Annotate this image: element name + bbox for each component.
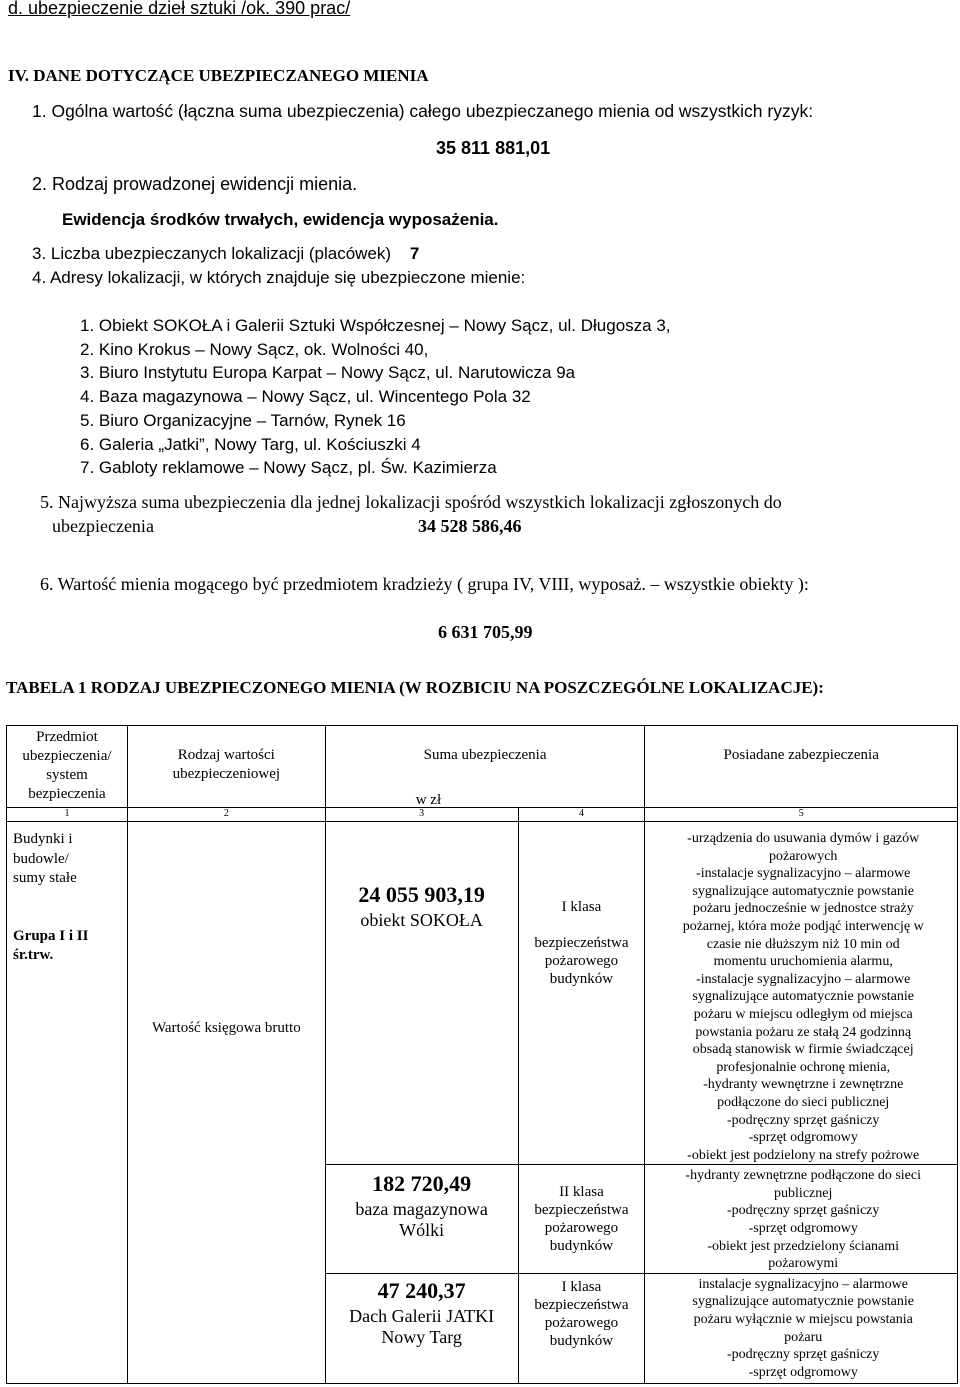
- subject-cell: [7, 822, 128, 1384]
- klasa-line: I klasa: [561, 1278, 602, 1295]
- klasa-line: budynków: [549, 1332, 614, 1349]
- column-number: 5: [645, 808, 958, 822]
- security-line: czasie nie dłuższym niż 10 min od: [706, 936, 900, 952]
- item-6-value: 6 631 705,99: [438, 622, 533, 642]
- header-subject-line: bezpieczenia: [28, 786, 106, 802]
- security-line: -sprzęt odgromowy: [748, 1130, 858, 1146]
- column-number: 4: [518, 808, 645, 822]
- klasa-line: bezpieczeństwa: [534, 935, 629, 951]
- security-line: pożarnej, która może podjąć interwencję w: [682, 918, 924, 934]
- item-3-label: 3. Liczba ubezpieczanych lokalizacji (placówek): [32, 244, 392, 263]
- item-5-cont: ubezpieczenia: [52, 516, 154, 536]
- security-line: -hydranty zewnętrzne podłączone do sieci: [685, 1168, 921, 1184]
- object-name: Wólki: [399, 1220, 445, 1241]
- location-item: 3. Biuro Instytutu Europa Karpat – Nowy Sącz, ul. Narutowicza 9a: [80, 363, 576, 383]
- item-2: 2. Rodzaj prowadzonej ewidencji mienia.: [32, 174, 358, 194]
- security-line: pożaru wyłącznie w miejscu powstania: [693, 1312, 913, 1328]
- sum-value: 47 240,37: [377, 1277, 466, 1303]
- header-value-type-line: Rodzaj wartości: [177, 747, 275, 763]
- security-line: -sprzęt odgromowy: [748, 1221, 858, 1237]
- klasa-line: pożarowego: [544, 953, 619, 969]
- header-sum-unit: w zł: [415, 792, 442, 808]
- group-line: Grupa I i II: [13, 927, 89, 944]
- security-line: momentu uruchomienia alarmu,: [713, 954, 893, 970]
- header-value-type-line: ubezpieczeniowej: [172, 766, 281, 782]
- location-item: 1. Obiekt SOKOŁA i Galerii Sztuki Współczesnej – Nowy Sącz, ul. Długosza 3,: [80, 316, 671, 335]
- security-line: instalacje sygnalizacyjno – alarmowe: [698, 1276, 908, 1292]
- klasa-cell: [518, 822, 645, 1165]
- section-title: IV. DANE DOTYCZĄCE UBEZPIECZANEGO MIENIA: [8, 66, 429, 85]
- object-name: Dach Galerii JATKI: [349, 1305, 495, 1326]
- security-line: pożaru: [784, 1329, 823, 1345]
- sum-cell: [325, 1273, 518, 1383]
- line-d-text: d. ubezpieczenie dzieł sztuki /ok. 390 prac/: [8, 0, 351, 18]
- security-line: sygnalizujące automatycznie powstanie: [692, 883, 914, 899]
- location-item: 6. Galeria „Jatki”, Nowy Targ, ul. Kościuszki 4: [80, 434, 421, 454]
- header-security: Posiadane zabezpieczenia: [645, 726, 958, 808]
- table-title: TABELA 1 RODZAJ UBEZPIECZONEGO MIENIA (W ROZBICIU NA POSZCZEGÓLNE LOKALIZACJE):: [6, 678, 824, 697]
- klasa-line: I klasa: [561, 899, 602, 915]
- sum-value: 182 720,49: [372, 1171, 472, 1197]
- security-line: -obiekt jest podzielony na strefy pożrowe: [687, 1147, 920, 1163]
- header-sum-label: Suma ubezpieczenia: [423, 747, 547, 763]
- security-line: -instalacje sygnalizacyjno – alarmowe: [696, 866, 911, 882]
- location-item: 5. Biuro Organizacyjne – Tarnów, Rynek 16: [80, 410, 406, 430]
- column-number: 1: [7, 808, 128, 822]
- security-line: -podręczny sprzęt gaśniczy: [727, 1347, 880, 1363]
- security-line: profesjonalnie ochronę mienia,: [716, 1059, 891, 1075]
- security-cell: [645, 822, 958, 1165]
- subject-line: sumy stałe: [13, 870, 77, 886]
- security-line: pożarowymi: [768, 1256, 839, 1272]
- sum-value: 24 055 903,19: [358, 882, 485, 907]
- location-item: 2. Kino Krokus – Nowy Sącz, ok. Wolności 40,: [80, 339, 429, 359]
- item-1: 1. Ogólna wartość (łączna suma ubezpieczenia) całego ubezpieczanego mienia od wszystkich ryzyk:: [32, 101, 814, 121]
- security-line: sygnalizujące automatycznie powstanie: [692, 1294, 914, 1310]
- sum-cell: [325, 1165, 518, 1274]
- item-4: 4. Adresy lokalizacji, w których znajduje się ubezpieczone mienie:: [32, 268, 526, 287]
- security-line: -sprzęt odgromowy: [748, 1364, 858, 1380]
- klasa-cell: [518, 1273, 645, 1383]
- security-line: sygnalizujące automatycznie powstanie: [692, 989, 914, 1005]
- header-subject-line: system: [46, 767, 88, 783]
- klasa-line: pożarowego: [544, 1314, 619, 1331]
- header-subject-line: Przedmiot: [36, 729, 98, 745]
- table-row: [7, 822, 958, 1165]
- value-type-cell: [127, 822, 325, 1384]
- item-2-value: Ewidencja środków trwałych, ewidencja wyposażenia.: [62, 210, 499, 229]
- security-line: -obiekt jest przedzielony ścianami: [707, 1238, 900, 1254]
- security-cell: [645, 1165, 958, 1274]
- sum-cell: [325, 822, 518, 1165]
- header-subject-line: ubezpieczenia/: [22, 748, 112, 764]
- item-5: 5. Najwyższa suma ubezpieczenia dla jednej lokalizacji spośród wszystkich lokalizacji zgłoszonych do: [40, 492, 782, 512]
- value-type-text: Wartość księgowa brutto: [151, 1020, 301, 1036]
- header-subject: [7, 726, 128, 808]
- klasa-line: bezpieczeństwa: [534, 1296, 629, 1313]
- item-1-value: 35 811 881,01: [436, 138, 551, 158]
- security-line: -podręczny sprzęt gaśniczy: [727, 1203, 880, 1219]
- header-value-type: [127, 726, 325, 808]
- location-item: 7. Gabloty reklamowe – Nowy Sącz, pl. Św. Kazimierza: [80, 458, 497, 478]
- security-line: -urządzenia do usuwania dymów i gazów: [687, 831, 920, 846]
- security-line: -instalacje sygnalizacyjno – alarmowe: [696, 971, 911, 987]
- object-name: Nowy Targ: [381, 1326, 462, 1347]
- security-line: -podręczny sprzęt gaśniczy: [727, 1112, 880, 1128]
- security-line: pożaru w miejscu odległym od miejsca: [693, 1006, 913, 1022]
- item-6: 6. Wartość mienia mogącego być przedmiotem kradzieży ( grupa IV, VIII, wyposaż. – wszystkie obiekty ):: [40, 574, 809, 594]
- object-name: baza magazynowa: [355, 1199, 488, 1220]
- klasa-line: pożarowego: [544, 1220, 619, 1237]
- security-line: pożarowych: [769, 848, 838, 864]
- klasa-line: budynków: [549, 1238, 614, 1255]
- item-5-value: 34 528 586,46: [418, 516, 522, 536]
- security-line: obsadą stanowisk w firmie świadczącej: [692, 1042, 914, 1058]
- header-sum: [325, 726, 645, 808]
- subject-line: Budynki i: [13, 831, 73, 847]
- security-line: -hydranty wewnętrzne i zewnętrzne: [703, 1077, 904, 1093]
- item-3-value: 7: [409, 244, 420, 263]
- klasa-line: budynków: [549, 971, 614, 987]
- item-3: [32, 244, 419, 264]
- security-line: pożaru jednocześnie w jednostce straży: [692, 901, 914, 917]
- klasa-cell: [518, 1165, 645, 1274]
- table-header-row: [7, 726, 958, 808]
- object-name: obiekt SOKOŁA: [360, 910, 483, 930]
- klasa-line: II klasa: [559, 1184, 604, 1201]
- subject-line: budowle/: [13, 850, 69, 867]
- klasa-line: bezpieczeństwa: [534, 1202, 629, 1219]
- location-item: 4. Baza magazynowa – Nowy Sącz, ul. Wincentego Pola 32: [80, 387, 531, 407]
- security-line: podłączone do sieci publicznej: [717, 1094, 890, 1110]
- locations-list: [80, 314, 671, 480]
- column-number: 2: [127, 808, 325, 822]
- column-numbers-row: [7, 808, 958, 822]
- line-d: [8, 0, 350, 19]
- security-cell: [645, 1273, 958, 1383]
- group-line: śr.trw.: [13, 947, 54, 963]
- insurance-table: [6, 725, 958, 1384]
- column-number: 3: [325, 808, 518, 822]
- security-line: publicznej: [774, 1185, 833, 1201]
- security-line: powstania pożaru ze stałą 24 godzinną: [695, 1024, 912, 1040]
